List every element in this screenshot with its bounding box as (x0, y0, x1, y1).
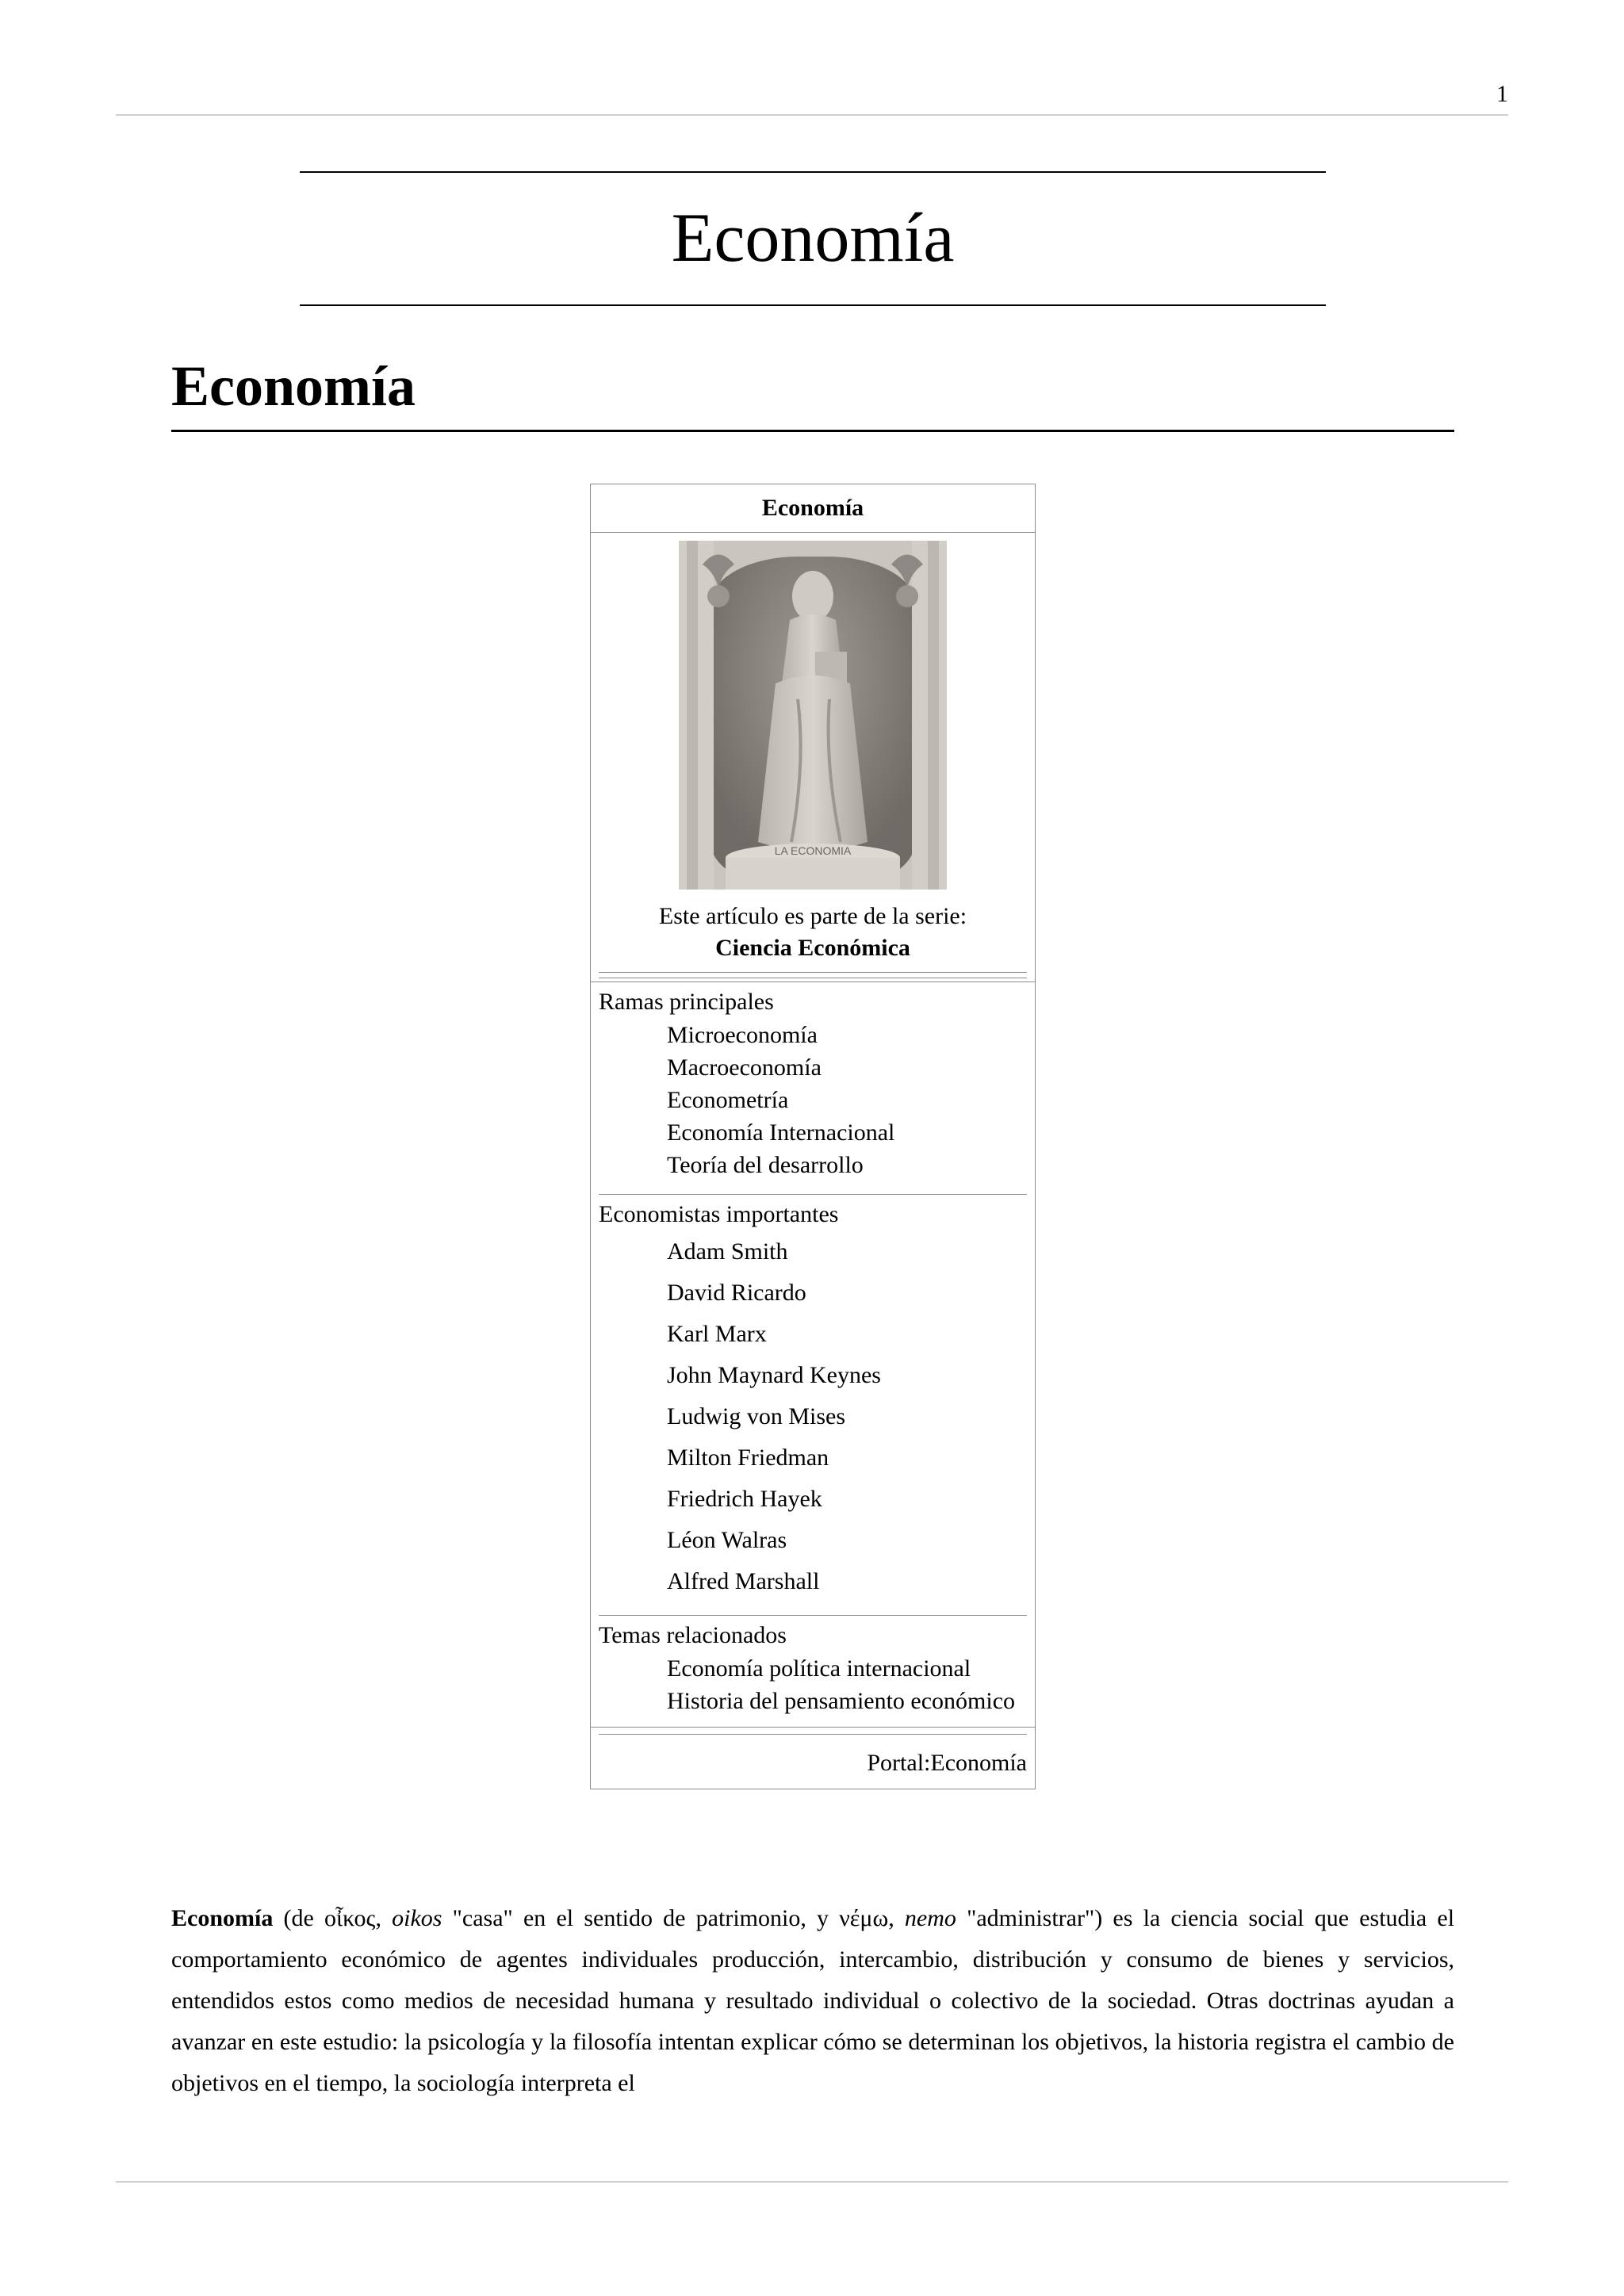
greek-word: οἶκος (324, 1905, 376, 1931)
image-caption (591, 901, 1035, 964)
list-item[interactable]: Alfred Marshall (667, 1568, 820, 1594)
list-item[interactable]: Microeconomía (667, 1022, 818, 1048)
series-link[interactable]: Ciencia Económica (715, 935, 910, 961)
infobox (590, 484, 1036, 1789)
section-label: Temas relacionados (599, 1622, 787, 1648)
italic-word: oikos (392, 1905, 442, 1931)
infobox-title: Economía (591, 484, 1035, 533)
list-item[interactable]: Economía Internacional (667, 1119, 895, 1146)
italic-word: nemo (904, 1905, 956, 1931)
section-heading: Economía (171, 350, 1454, 432)
page-number: 1 (1496, 81, 1508, 107)
list-item[interactable]: Historia del pensamiento económico (667, 1688, 1016, 1714)
greek-word: νέμω (839, 1905, 889, 1931)
list-item[interactable]: Friedrich Hayek (667, 1486, 822, 1512)
text-run: "casa" en el sentido de patrimonio, y (442, 1905, 840, 1931)
infobox-section-temas (591, 1616, 1035, 1724)
text-run: "administrar") es la ciencia social que estudia el comportamiento económico de agentes individuales producción, intercambio, distribución y consumo de bienes y servicios, entendidos estos como medios de necesidad humana y resultado individual o colectivo de la sociedad. Otras doctrinas ayudan a avanzar en este estudio: la psicología y la filosofía intentan explicar cómo se determinan los objetivos, la historia registra el cambio de objetivos en el tiempo, la sociología interpreta el (171, 1905, 1455, 2096)
list-item[interactable]: Economía política internacional (667, 1655, 971, 1682)
list-item[interactable]: Ludwig von Mises (667, 1403, 845, 1429)
list-item[interactable]: David Ricardo (667, 1280, 806, 1306)
list-item[interactable]: Léon Walras (667, 1527, 787, 1553)
text-run: (de (273, 1905, 325, 1931)
page-title: Economía (671, 200, 955, 277)
title-block (300, 171, 1326, 306)
list-item[interactable]: Milton Friedman (667, 1445, 829, 1471)
footer-rule (116, 2181, 1508, 2183)
list-item[interactable]: Econometría (667, 1087, 789, 1113)
header-rule (116, 114, 1508, 116)
list-item[interactable]: Adam Smith (667, 1238, 788, 1265)
list-item[interactable]: Teoría del desarrollo (667, 1152, 864, 1178)
infobox-section-economistas (591, 1195, 1035, 1609)
text-run: , (888, 1905, 905, 1931)
statue-image[interactable] (679, 541, 947, 890)
intro-paragraph (171, 1898, 1454, 2104)
section-label: Ramas principales (599, 989, 774, 1015)
section-label: Economistas importantes (599, 1201, 839, 1227)
statue-inscription: LA ECONOMIA (774, 844, 852, 857)
infobox-section-ramas (591, 982, 1035, 1188)
term-bold: Economía (171, 1905, 274, 1931)
list-item[interactable]: Karl Marx (667, 1321, 767, 1347)
divider (591, 1727, 1035, 1728)
caption-line: Este artículo es parte de la serie: (658, 903, 967, 929)
text-run: , (375, 1905, 393, 1931)
list-item[interactable]: John Maynard Keynes (667, 1362, 881, 1388)
portal-link[interactable]: Portal:Economía (867, 1750, 1027, 1776)
double-divider (599, 972, 1027, 978)
list-item[interactable]: Macroeconomía (667, 1054, 822, 1081)
